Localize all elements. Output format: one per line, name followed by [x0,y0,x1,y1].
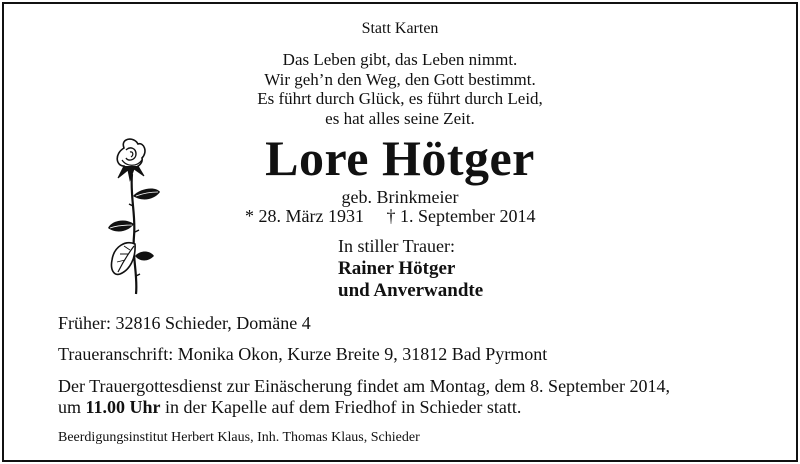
poem-line: Wir geh’n den Weg, den Gott bestimmt. [264,69,536,89]
poem-line: Das Leben gibt, das Leben nimmt. [282,50,518,69]
funeral-home: Beerdigungsinstitut Herbert Klaus, Inh. Thomas Klaus, Schieder [58,430,420,445]
mourning-intro: In stiller Trauer: [338,236,455,256]
death-date: † 1. September 2014 [386,206,536,226]
notice-header: Statt Karten [361,20,439,37]
life-dates [245,206,535,227]
mourner-relatives: und Anverwandte [338,280,484,301]
mourner-name: Rainer Hötger [338,258,456,279]
maiden-name: geb. Brinkmeier [341,187,459,207]
service-location: in der Kapelle auf dem Friedhof in Schieder statt. [165,397,522,417]
service-prefix: um [58,397,82,417]
poem-line: es hat alles seine Zeit. [325,108,475,128]
service-time: 11.00 Uhr [85,397,161,417]
service-info-line-1: Der Trauergottesdienst zur Einäscherung findet am Montag, dem 8. September 2014, [58,376,671,396]
condolence-address: Traueranschrift: Monika Okon, Kurze Breite 9, 31812 Bad Pyrmont [58,344,548,364]
poem-line: Es führt durch Glück, es führt durch Leid, [257,89,543,108]
service-info-line-2 [58,397,521,418]
birth-date: * 28. März 1931 [245,206,364,226]
former-address: Früher: 32816 Schieder, Domäne 4 [58,313,311,333]
deceased-name: Lore Hötger [265,130,535,186]
poem [0,50,800,128]
